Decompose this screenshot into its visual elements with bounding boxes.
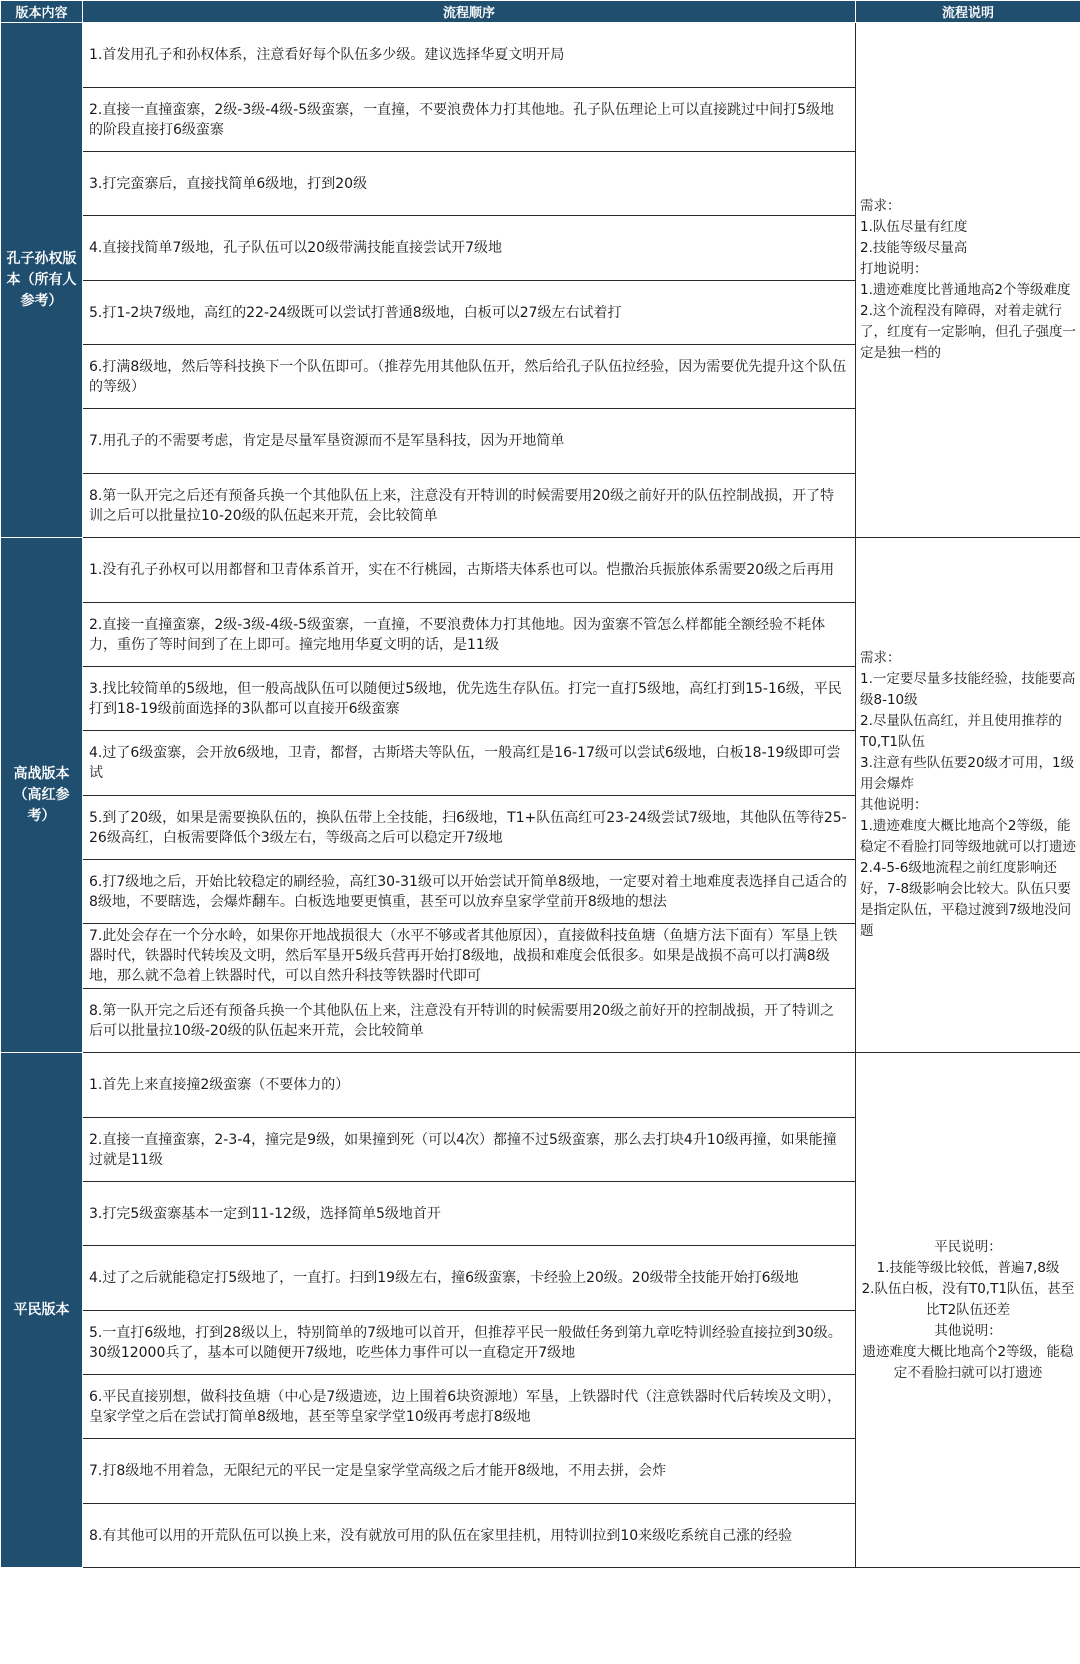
table-row <box>1 538 1080 603</box>
header-process-order: 流程顺序 <box>83 1 856 23</box>
step-cell: 7.用孔子的不需要考虑，肯定是尽量军垦资源而不是军垦科技，因为开地简单 <box>83 409 856 474</box>
section-notes-high-power <box>856 538 1080 1053</box>
step-cell: 2.直接一直撞蛮寨，2-3-4，撞完是9级，如果撞到死（可以4次）都撞不过5级蛮寨，那么去打块4升10级再撞，如果能撞过就是11级 <box>83 1118 856 1182</box>
note-line: 1.技能等级比较低，普遍7,8级 <box>876 1259 1060 1276</box>
step-cell: 2.直接一直撞蛮寨，2级-3级-4级-5级蛮寨，一直撞，不要浪费体力打其他地。孔子队伍理论上可以直接跳过中间打5级地的阶段直接打6级蛮寨 <box>83 88 856 152</box>
note-line: 1.遗迹难度大概比地高个2等级，能稳定不看脸打同等级地就可以打遗迹 <box>860 818 1076 855</box>
note-line: 平民说明： <box>934 1238 1002 1255</box>
step-cell: 6.打7级地之后，开始比较稳定的刷经验，高红30-31级可以开始尝试开简单8级地，一定要对着土地难度表选择自己适合的8级地，不要瞎选，会爆炸翻车。白板选地要更慎重，甚至可以放弃皇家学堂前开8级地的想法 <box>83 860 856 924</box>
step-cell: 3.打完蛮寨后，直接找简单6级地，打到20级 <box>83 152 856 216</box>
note-line: 1.遗迹难度比普通地高2个等级难度 <box>860 282 1071 298</box>
step-cell: 8.有其他可以用的开荒队伍可以换上来，没有就放可用的队伍在家里挂机，用特训拉到10来级吃系统自己涨的经验 <box>83 1504 856 1568</box>
note-line: 其他说明： <box>860 797 928 813</box>
step-cell: 1.没有孔子孙权可以用都督和卫青体系首开，实在不行桃园，古斯塔夫体系也可以。恺撒治兵振旅体系需要20级之后再用 <box>83 538 856 603</box>
note-line: 1.队伍尽量有红度 <box>860 219 968 235</box>
section-notes-casual <box>856 1053 1080 1568</box>
step-cell: 6.平民直接别想，做科技鱼塘（中心是7级遗迹，边上围着6块资源地）军垦，上铁器时代（注意铁器时代后转埃及文明），皇家学堂之后在尝试打简单8级地，甚至等皇家学堂10级再考虑打8级地 <box>83 1375 856 1439</box>
section-notes-kongzi <box>856 23 1080 538</box>
header-version-content: 版本内容 <box>1 1 83 23</box>
table-row <box>1 23 1080 88</box>
note-line: 打地说明： <box>860 261 928 277</box>
note-line: 2.技能等级尽量高 <box>860 240 968 256</box>
step-cell: 4.过了之后就能稳定打5级地了，一直打。扫到19级左右，撞6级蛮寨，卡经验上20级。20级带全技能开始打6级地 <box>83 1246 856 1311</box>
note-line: 需求： <box>860 198 901 214</box>
step-cell: 1.首先上来直接撞2级蛮寨（不要体力的） <box>83 1053 856 1118</box>
step-cell: 4.直接找简单7级地，孔子队伍可以20级带满技能直接尝试开7级地 <box>83 216 856 281</box>
step-cell: 7.此处会存在一个分水岭，如果你开地战损很大（水平不够或者其他原因），直接做科技鱼塘（鱼塘方法下面有）军垦上铁器时代，铁器时代转埃及文明，然后军垦开5级兵营再开始打8级地，战损和难度会低很多。如果是战损不高可以打满8级地，那么就不急着上铁器时代，可以自然升科技等铁器时代即可 <box>83 924 856 989</box>
step-cell: 6.打满8级地，然后等科技换下一个队伍即可。（推荐先用其他队伍开，然后给孔子队伍拉经验，因为需要优先提升这个队伍的等级） <box>83 345 856 409</box>
header-process-notes: 流程说明 <box>856 1 1080 23</box>
step-cell: 8.第一队开完之后还有预备兵换一个其他队伍上来，注意没有开特训的时候需要用20级之前好开的队伍控制战损，开了特训之后可以批量拉10-20级的队伍起来开荒，会比较简单 <box>83 474 856 538</box>
step-cell: 5.一直打6级地，打到28级以上，特别简单的7级地可以首开，但推荐平民一般做任务到第九章吃特训经验直接拉到30级。30级12000兵了，基本可以随便开7级地，吃些体力事件可以一直稳定开7级地 <box>83 1311 856 1375</box>
note-line: 2.4-5-6级地流程之前红度影响还好，7-8级影响会比较大。队伍只要是指定队伍，平稳过渡到7级地没问题 <box>860 860 1072 939</box>
step-cell: 2.直接一直撞蛮寨，2级-3级-4级-5级蛮寨，一直撞，不要浪费体力打其他地。因为蛮寨不管怎么样都能全额经验不耗体力，重伤了等时间到了在上即可。撞完地用华夏文明的话，是11级 <box>83 603 856 667</box>
step-cell: 3.打完5级蛮寨基本一定到11-12级，选择简单5级地首开 <box>83 1182 856 1246</box>
note-line: 2.这个流程没有障碍，对着走就行了，红度有一定影响，但孔子强度一定是独一档的 <box>860 303 1076 361</box>
note-line: 遗迹难度大概比地高个2等级，能稳定不看脸扫就可以打遗迹 <box>862 1343 1074 1381</box>
note-line: 2.尽量队伍高红，并且使用推荐的T0,T1队伍 <box>860 713 1062 750</box>
step-cell: 3.找比较简单的5级地，但一般高战队伍可以随便过5级地，优先选生存队伍。打完一直打5级地，高红打到15-16级，平民打到18-19级前面选择的3队都可以直接开6级蛮寨 <box>83 667 856 731</box>
step-cell: 5.打1-2块7级地，高红的22-24级既可以尝试打普通8级地，白板可以27级左右试着打 <box>83 281 856 345</box>
note-line: 2.队伍白板，没有T0,T1队伍，甚至比T2队伍还差 <box>861 1280 1075 1318</box>
step-cell: 1.首发用孔子和孙权体系，注意看好每个队伍多少级。建议选择华夏文明开局 <box>83 23 856 88</box>
step-cell: 5.到了20级，如果是需要换队伍的，换队伍带上全技能，扫6级地，T1+队伍高红可23-24级尝试7级地，其他队伍等待25-26级高红，白板需要降低个3级左右，等级高之后可以稳定开7级地 <box>83 796 856 860</box>
section-label-high-power: 高战版本（高红参考） <box>1 538 83 1053</box>
section-label-casual: 平民版本 <box>1 1053 83 1568</box>
step-cell: 4.过了6级蛮寨，会开放6级地，卫青，都督，古斯塔夫等队伍，一般高红是16-17级可以尝试6级地，白板18-19级即可尝试 <box>83 731 856 796</box>
note-line: 1.一定要尽量多技能经验，技能要高级8-10级 <box>860 671 1076 708</box>
note-line: 3.注意有些队伍要20级才可用，1级用会爆炸 <box>860 755 1075 792</box>
table-header-row <box>1 1 1080 23</box>
step-cell: 7.打8级地不用着急，无限纪元的平民一定是皇家学堂高级之后才能开8级地，不用去拼，会炸 <box>83 1439 856 1504</box>
table-row <box>1 1053 1080 1118</box>
note-line: 需求： <box>860 650 901 666</box>
section-label-kongzi: 孔子孙权版本（所有人参考） <box>1 23 83 538</box>
note-line: 其他说明： <box>934 1322 1002 1339</box>
step-cell: 8.第一队开完之后还有预备兵换一个其他队伍上来，注意没有开特训的时候需要用20级之前好开的控制战损，开了特训之后可以批量拉10级-20级的队伍起来开荒，会比较简单 <box>83 989 856 1053</box>
